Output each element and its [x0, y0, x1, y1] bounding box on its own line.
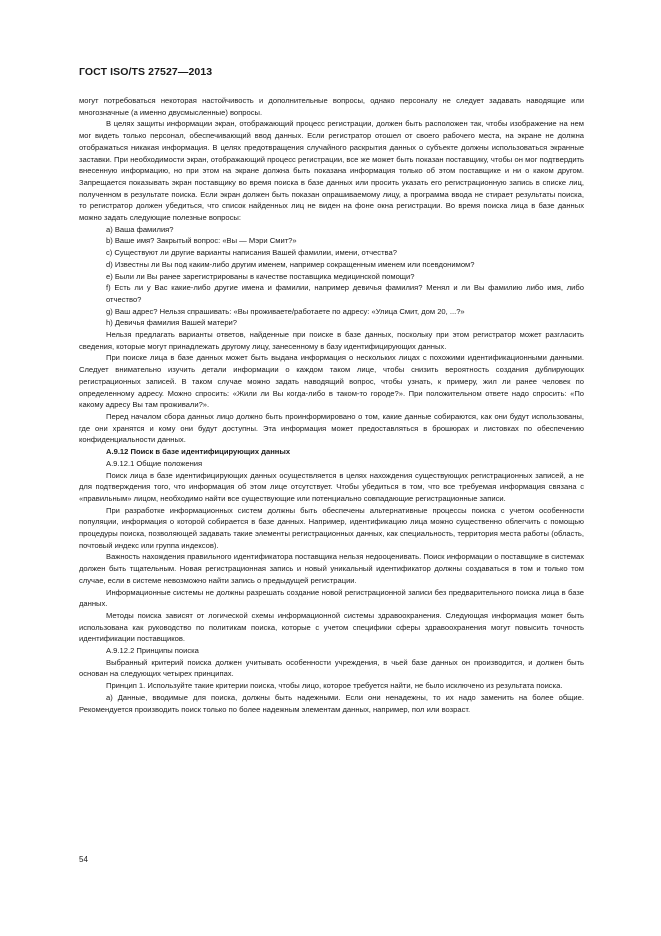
page-number: 54	[79, 855, 88, 864]
paragraph: Перед началом сбора данных лицо должно быть проинформировано о том, какие данные собираются, как они будут использованы, где они хранятся и кому они будут доступны. Эта информация может предоставляться в брошюрах и листовках по обеспечению конфиденциальности данных.	[79, 411, 584, 445]
paragraph: При поиске лица в базе данных может быть выдана информация о нескольких лицах с похожими идентификационными данными. Следует внимательно изучить детали информации о каждом таком лице, чтобы снизить вероятность создания дублирующих регистрационных записей. В таком случае можно задать наводящий вопрос, чтобы узнать, к примеру, жил ли ранее человек по определенному адресу. Можно спросить: «Жили ли Вы когда-либо в таком-то городе?». При положительном ответе надо спросить: «По какому адресу Вы там проживали?».	[79, 353, 584, 410]
paragraph: Принцип 1. Используйте такие критерии поиска, чтобы лицо, которое требуется найти, не было исключено из результата поиска.	[106, 681, 563, 691]
list-item: d) Известны ли Вы под каким-либо другим именем, например сокращенным именем или псевдонимом?	[106, 259, 475, 269]
list-item: g) Ваш адрес? Нельзя спрашивать: «Вы проживаете/работаете по адресу: «Улица Смит, дом 20, ...?»	[106, 306, 465, 316]
paragraph: При разработке информационных систем должны быть обеспечены альтернативные процессы поиска с учетом особенности популяции, информация о которой собирается в базе данных. Например, идентификацию лица можно существенно облегчить с помощью процедуры поиска, позволяющей задавать такие элементы регистрационных данных, как специальность, территория места работы (область, почтовый индекс или группа индексов).	[79, 505, 584, 550]
list-item: c) Существуют ли другие варианты написания Вашей фамилии, имени, отчества?	[106, 248, 397, 258]
subsection-heading: А.9.12.2 Принципы поиска	[106, 646, 199, 656]
section-heading: А.9.12 Поиск в базе идентифицирующих данных	[106, 447, 291, 457]
paragraph: Выбранный критерий поиска должен учитывать особенности учреждения, в чьей базе данных он производится, и должен быть основан на следующих четырех принципах.	[79, 657, 584, 679]
list-item: h) Девичья фамилия Вашей матери?	[106, 318, 238, 328]
paragraph: Методы поиска зависят от логической схемы информационной системы здравоохранения. Следующая информация может быть использована как руководство по политикам поиска, которые с учетом специфики сферы здравоохранения могут повысить точность идентификации поставщиков.	[79, 610, 584, 644]
list-item: e) Были ли Вы ранее зарегистрированы в качестве поставщика медицинской помощи?	[106, 271, 415, 281]
paragraph: Поиск лица в базе идентифицирующих данных осуществляется в целях нахождения существующих регистрационных записей, а не для подтверждения того, что информация об этом лице отсутствует. Чтобы убедиться в том, что все требуемая информация связана с «правильным» лицом, необходимо найти все существующие или потенциально совпадающие регистрационные записи.	[79, 470, 584, 503]
list-item: f) Есть ли у Вас какие-либо другие имена и фамилии, например девичья фамилия? Менял и ли Вы фамилию либо имя, либо отчество?	[106, 283, 584, 304]
paragraph: Информационные системы не должны разрешать создание новой регистрационной записи без предварительного поиска лица в базе данных.	[79, 587, 584, 609]
paragraph: В целях защиты информации экран, отображающий процесс регистрации, должен быть расположен так, чтобы изображение на нем мог видеть только персонал, обеспечивающий ввод данных. Если регистратор отошел от своего рабочего места, на экране не должна отображаться никакая информация. В целях предотвращения случайного раскрытия данных о субъекте должны использоваться экранные заставки. При необходимости экран, отображающий процесс регистрации, все же может быть показан поставщику, чтобы он мог подтвердить внесенную информацию, но при этом на экране должна быть показана информация только об этом поставщике и ни о каком другом. Запрещается показывать экран поставщику во время поиска в базе данных или просить указать его регистрационную запись в списке лиц, полученном в результате поиска. Если экран должен быть показан опрашиваемому лицу, а программа ввода не стирает результаты поиска, то регистратор должен убедиться, что список найденных лиц не виден на фоне окна регистрации. Во время поиска лица в базе данных можно задать следующие полезные вопросы:	[79, 119, 584, 223]
subsection-heading: А.9.12.1 Общие положения	[106, 458, 203, 468]
list-item: a) Ваша фамилия?	[106, 224, 174, 234]
paragraph: a) Данные, вводимые для поиска, должны быть надежными. Если они ненадежны, то их надо заменить на более общие. Рекомендуется производить поиск только по более надежным элементам данных, например, пол или возраст.	[79, 692, 584, 714]
paragraph: могут потребоваться некоторая настойчивость и дополнительные вопросы, однако персоналу не следует задавать наводящие или многозначные (а именно двусмысленные) вопросы.	[79, 96, 584, 117]
paragraph: Важность нахождения правильного идентификатора поставщика нельзя недооценивать. Поиск информации о поставщике в системах должен быть тщательным. Новая регистрационная запись и новый уникальный идентификатор должны создаваться в том и только том случае, если в системе невозможно найти запись о предыдущей регистрации.	[79, 552, 584, 585]
document-header: ГОСТ ISO/TS 27527—2013	[79, 66, 213, 78]
document-body	[79, 95, 584, 715]
paragraph: Нельзя предлагать варианты ответов, найденные при поиске в базе данных, поскольку при этом регистратор может разгласить сведения, которые могут принадлежать другому лицу, занесенному в базу идентифицирующих данных.	[79, 330, 584, 351]
list-item: b) Ваше имя? Закрытый вопрос: «Вы — Мэри Смит?»	[106, 236, 297, 246]
